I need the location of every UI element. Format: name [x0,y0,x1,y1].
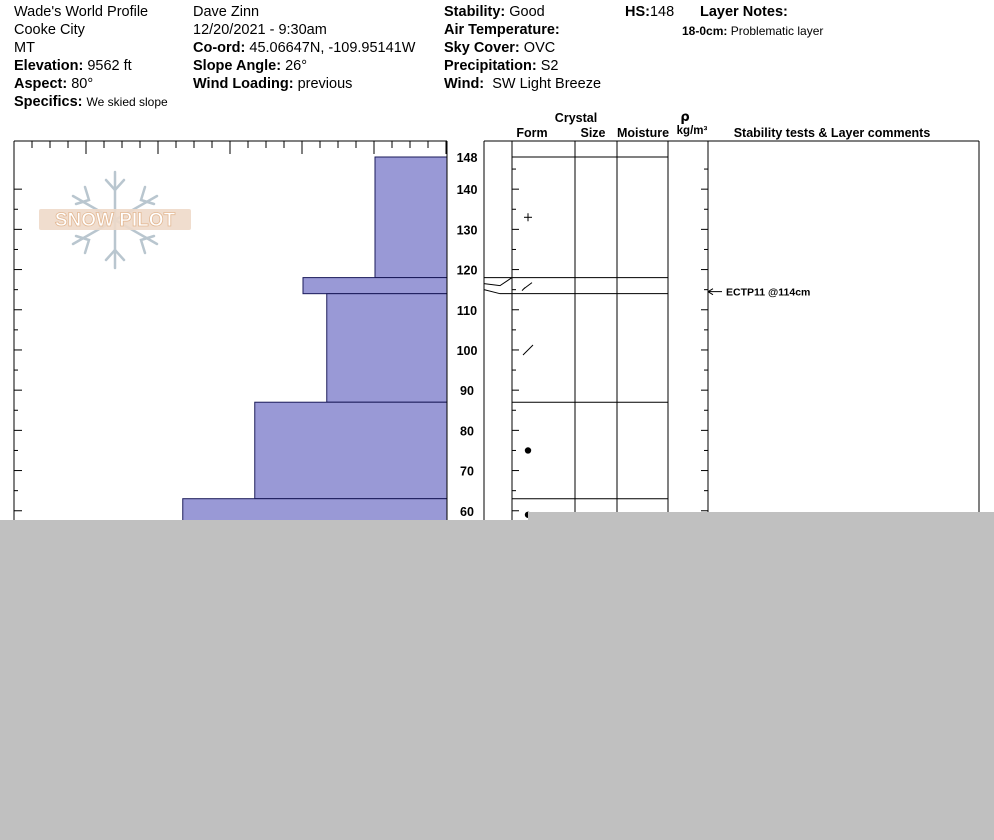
crystal-form-1 [522,283,532,291]
depth-label: 148 [456,151,478,165]
stability-test-label: ECTP11 @114cm [726,286,811,299]
wind-loading: Wind Loading: previous [193,76,353,92]
slope-angle: Slope Angle: 26° [193,58,308,74]
comments-header: Stability tests & Layer comments [733,126,931,140]
depth-label: 60 [460,504,474,519]
depth-axis [457,151,478,519]
state: MT [14,40,35,56]
stability: Stability: Good [444,4,545,20]
depth-label: 80 [460,424,474,439]
form-slash [523,345,533,355]
snow-height: HS:148 [625,4,675,20]
form-header: Form [516,126,548,140]
form-slash-small [524,283,532,289]
aspect: Aspect: 80° [14,76,94,92]
depth-label: 140 [456,183,478,198]
density-unit-header: kg/m³ [676,125,708,137]
precipitation: Precipitation: S2 [444,58,559,74]
observer: Dave Zinn [193,4,260,20]
size-header: Size [580,126,606,140]
depth-label: 110 [456,303,478,318]
specifics: Specifics: We skied slope [14,94,168,110]
boundary-connector [484,290,512,294]
depth-label: 70 [460,464,474,479]
hardness-axis-ticks [14,141,446,154]
moisture-header: Moisture [616,126,670,140]
blank-overlay-region [0,520,994,840]
layer-note: 18-0cm: Problematic layer [682,24,824,38]
form-dot [525,447,531,453]
depth-label: 100 [456,343,478,358]
crystal-header: Crystal [554,111,598,125]
form-slash-dot [522,288,525,291]
depth-label: 130 [456,223,478,238]
stability-test-marker [708,287,810,299]
depth-label: 90 [460,384,474,399]
location: Cooke City [14,22,85,38]
hardness-bar-2 [327,294,447,403]
hardness-bar-0 [375,157,447,278]
wind: Wind: SW Light Breeze [444,76,602,92]
left-depth-ticks [14,189,22,511]
depth-label: 120 [456,263,478,278]
air-temperature: Air Temperature: [444,22,560,38]
crystal-form-2 [523,345,533,355]
blank-overlay-region-top [528,512,994,520]
boundary-connector [484,278,512,286]
crystal-forms [522,213,533,518]
hardness-bar-1 [303,278,447,294]
snowpilot-logo [39,172,191,268]
logo-text: SNOW PILOT [54,210,176,231]
layer-notes-heading: Layer Notes: [700,4,788,20]
hardness-bar-3 [255,402,447,498]
datetime: 12/20/2021 - 9:30am [193,22,327,38]
rho-header: ρ [680,110,690,125]
crystal-form-3 [525,447,531,453]
sky-cover: Sky Cover: OVC [444,40,556,56]
elevation: Elevation: 9562 ft [14,58,132,74]
coordinates: Co-ord: 45.06647N, -109.95141W [193,40,416,56]
profile-name: Wade's World Profile [14,4,149,20]
crystal-form-0 [524,213,532,221]
